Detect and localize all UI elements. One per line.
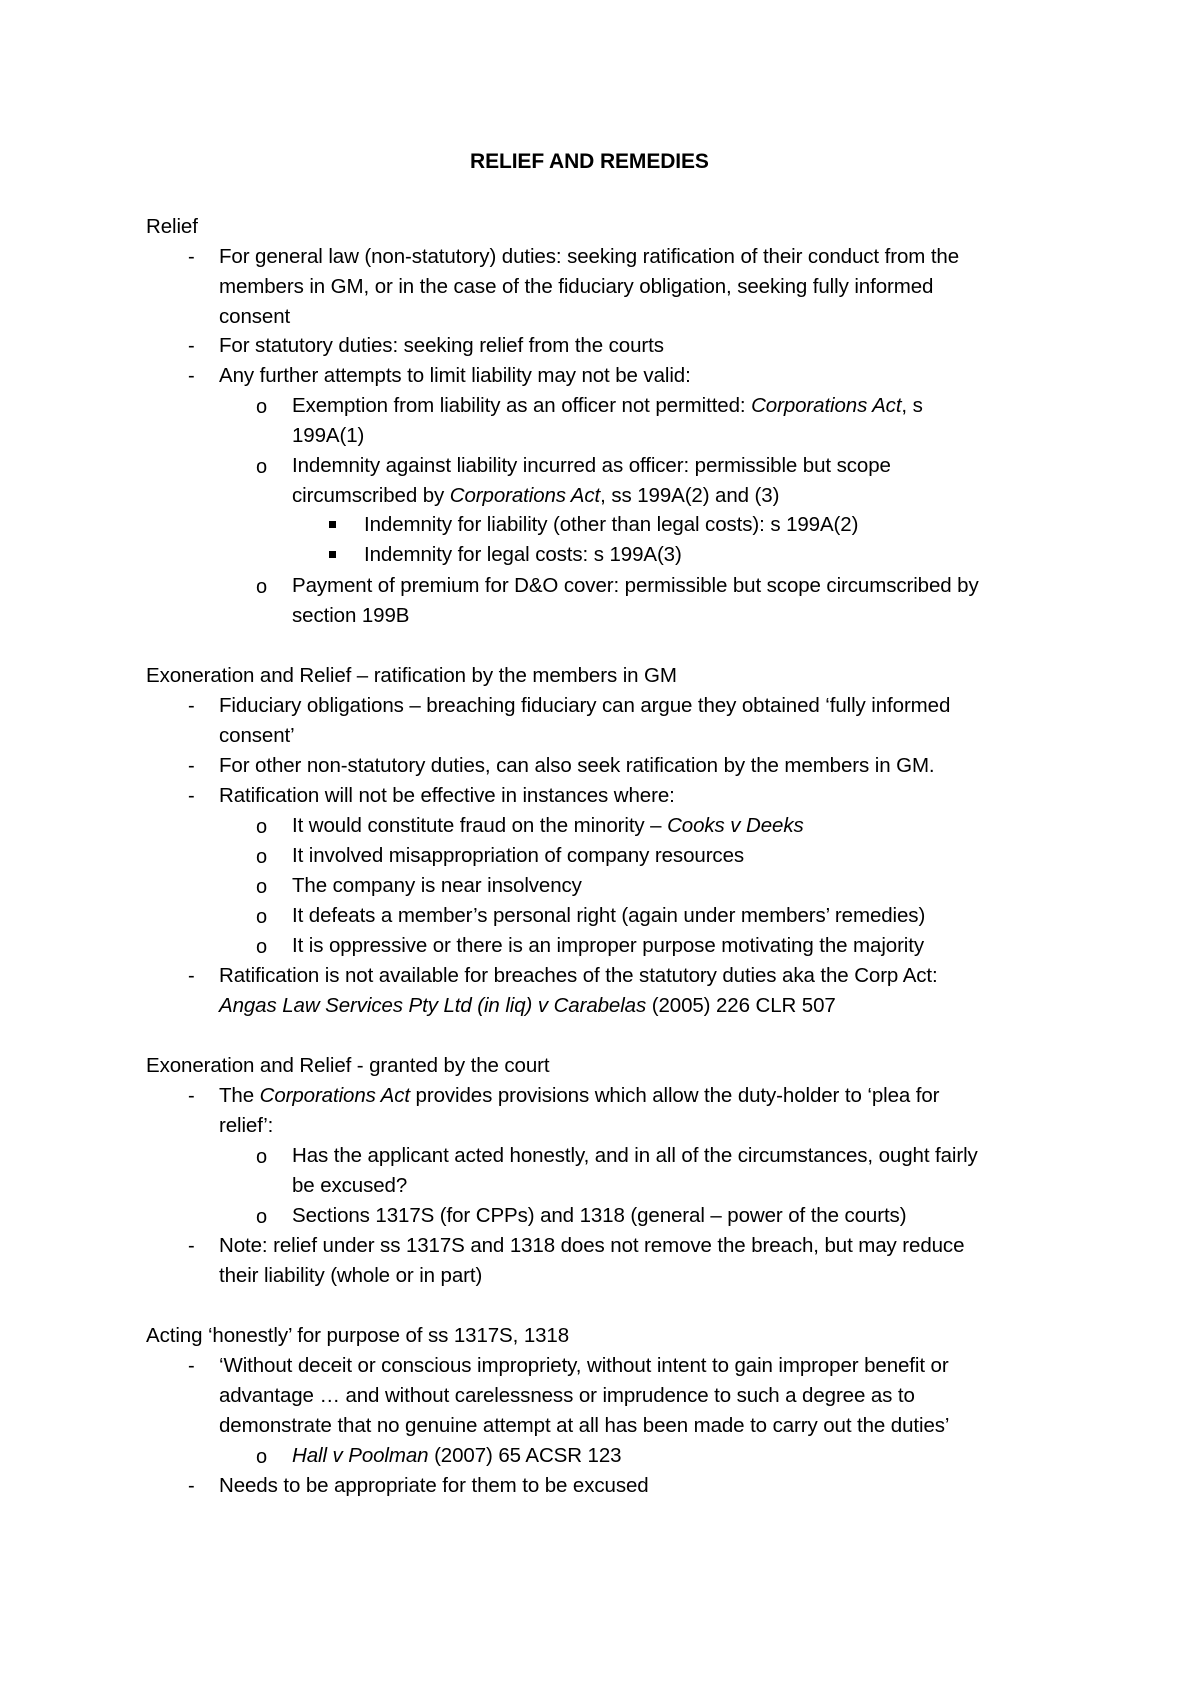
text-run: provides provisions which allow the duty-holder to ‘plea for [409,1084,940,1107]
ratification-bullet-2: For other non-statutory duties, can also seek ratification by the members in GM. [219,754,935,777]
relief-bullet-1-line-2: members in GM, or in the case of the fiduciary obligation, seeking fully informed [219,275,934,298]
court-sub-1-line-2: be excused? [292,1174,408,1197]
dash-bullet: - [188,755,195,777]
case-name: Hall v Poolman [292,1444,429,1467]
court-bullet-2-line-2: their liability (whole or in part) [219,1264,483,1287]
circle-bullet: o [256,1146,268,1168]
statute-name: Corporations Act [449,484,601,507]
section-heading-relief: Relief [146,215,198,238]
dash-bullet: - [188,1355,195,1377]
circle-bullet: o [256,1446,268,1468]
court-bullet-1-line-1 [219,1084,939,1108]
circle-bullet: o [256,936,268,958]
circle-bullet: o [256,1206,268,1228]
circle-bullet: o [256,876,268,898]
square-bullet [329,521,336,528]
court-bullet-1-line-2: relief’: [219,1114,274,1137]
ratification-bullet-3: Ratification will not be effective in instances where: [219,784,675,807]
dash-bullet: - [188,246,195,268]
dash-bullet: - [188,365,195,387]
relief-sub-2-line-1: Indemnity against liability incurred as officer: permissible but scope [292,454,891,477]
dash-bullet: - [188,785,195,807]
relief-bullet-2: For statutory duties: seeking relief from the courts [219,334,664,357]
case-name: Angas Law Services Pty Ltd (in liq) v Carabelas [219,994,647,1017]
text-run: circumscribed by [292,484,450,507]
ratification-sub-2: It involved misappropriation of company resources [292,844,745,867]
text-run: , ss 199A(2) and (3) [600,484,780,507]
text-run: Exemption from liability as an officer not permitted: [292,394,752,417]
ratification-bullet-1-line-2: consent’ [219,724,295,747]
text-run: , s [901,394,923,417]
case-name: Cooks v Deeks [667,814,804,837]
statute-name: Corporations Act [259,1084,410,1107]
ratification-sub-1 [292,814,804,838]
ratification-bullet-4-line-1: Ratification is not available for breaches of the statutory duties aka the Corp Act: [219,964,938,987]
circle-bullet: o [256,846,268,868]
relief-subsub-2: Indemnity for legal costs: s 199A(3) [364,543,682,566]
square-bullet [329,551,336,558]
relief-bullet-3: Any further attempts to limit liability may not be valid: [219,364,691,387]
page-title: RELIEF AND REMEDIES [470,150,709,173]
circle-bullet: o [256,396,268,418]
ratification-sub-4: It defeats a member’s personal right (again under members’ remedies) [292,904,926,927]
text-run: (2005) 226 CLR 507 [646,994,836,1017]
circle-bullet: o [256,906,268,928]
dash-bullet: - [188,1235,195,1257]
honestly-sub-1 [292,1444,621,1468]
honestly-bullet-1-line-1: ‘Without deceit or conscious impropriety, without intent to gain improper benefit or [219,1354,949,1377]
ratification-sub-3: The company is near insolvency [292,874,582,897]
relief-bullet-1-line-1: For general law (non-statutory) duties: seeking ratification of their conduct from the [219,245,960,268]
section-heading-acting-honestly: Acting ‘honestly’ for purpose of ss 1317S, 1318 [146,1324,570,1347]
circle-bullet: o [256,816,268,838]
court-sub-2: Sections 1317S (for CPPs) and 1318 (general – power of the courts) [292,1204,907,1227]
dash-bullet: - [188,335,195,357]
dash-bullet: - [188,965,195,987]
circle-bullet: o [256,456,268,478]
relief-sub-3-line-2: section 199B [292,604,410,627]
honestly-bullet-1-line-2: advantage … and without carelessness or imprudence to such a degree as to [219,1384,915,1407]
ratification-sub-5: It is oppressive or there is an improper purpose motivating the majority [292,934,925,957]
circle-bullet: o [256,576,268,598]
dash-bullet: - [188,1085,195,1107]
court-sub-1-line-1: Has the applicant acted honestly, and in all of the circumstances, ought fairly [292,1144,978,1167]
dash-bullet: - [188,695,195,717]
text-run: (2007) 65 ACSR 123 [428,1444,622,1467]
text-run: The [219,1084,260,1107]
statute-name: Corporations Act [751,394,902,417]
relief-sub-3-line-1: Payment of premium for D&O cover: permissible but scope circumscribed by [292,574,979,597]
relief-sub-1-line-2: 199A(1) [292,424,365,447]
relief-sub-2-line-2 [292,484,779,508]
relief-sub-1-line-1 [292,394,923,418]
court-bullet-2-line-1: Note: relief under ss 1317S and 1318 does not remove the breach, but may reduce [219,1234,965,1257]
dash-bullet: - [188,1475,195,1497]
relief-subsub-1: Indemnity for liability (other than legal costs): s 199A(2) [364,513,859,536]
text-run: It would constitute fraud on the minority – [292,814,668,837]
ratification-bullet-4-line-2 [219,994,836,1018]
honestly-bullet-1-line-3: demonstrate that no genuine attempt at all has been made to carry out the duties’ [219,1414,950,1437]
section-heading-ratification: Exoneration and Relief – ratification by the members in GM [146,664,677,687]
section-heading-court-relief: Exoneration and Relief - granted by the court [146,1054,550,1077]
ratification-bullet-1-line-1: Fiduciary obligations – breaching fiduciary can argue they obtained ‘fully informed [219,694,951,717]
honestly-bullet-2: Needs to be appropriate for them to be excused [219,1474,649,1497]
relief-bullet-1-line-3: consent [219,305,291,328]
